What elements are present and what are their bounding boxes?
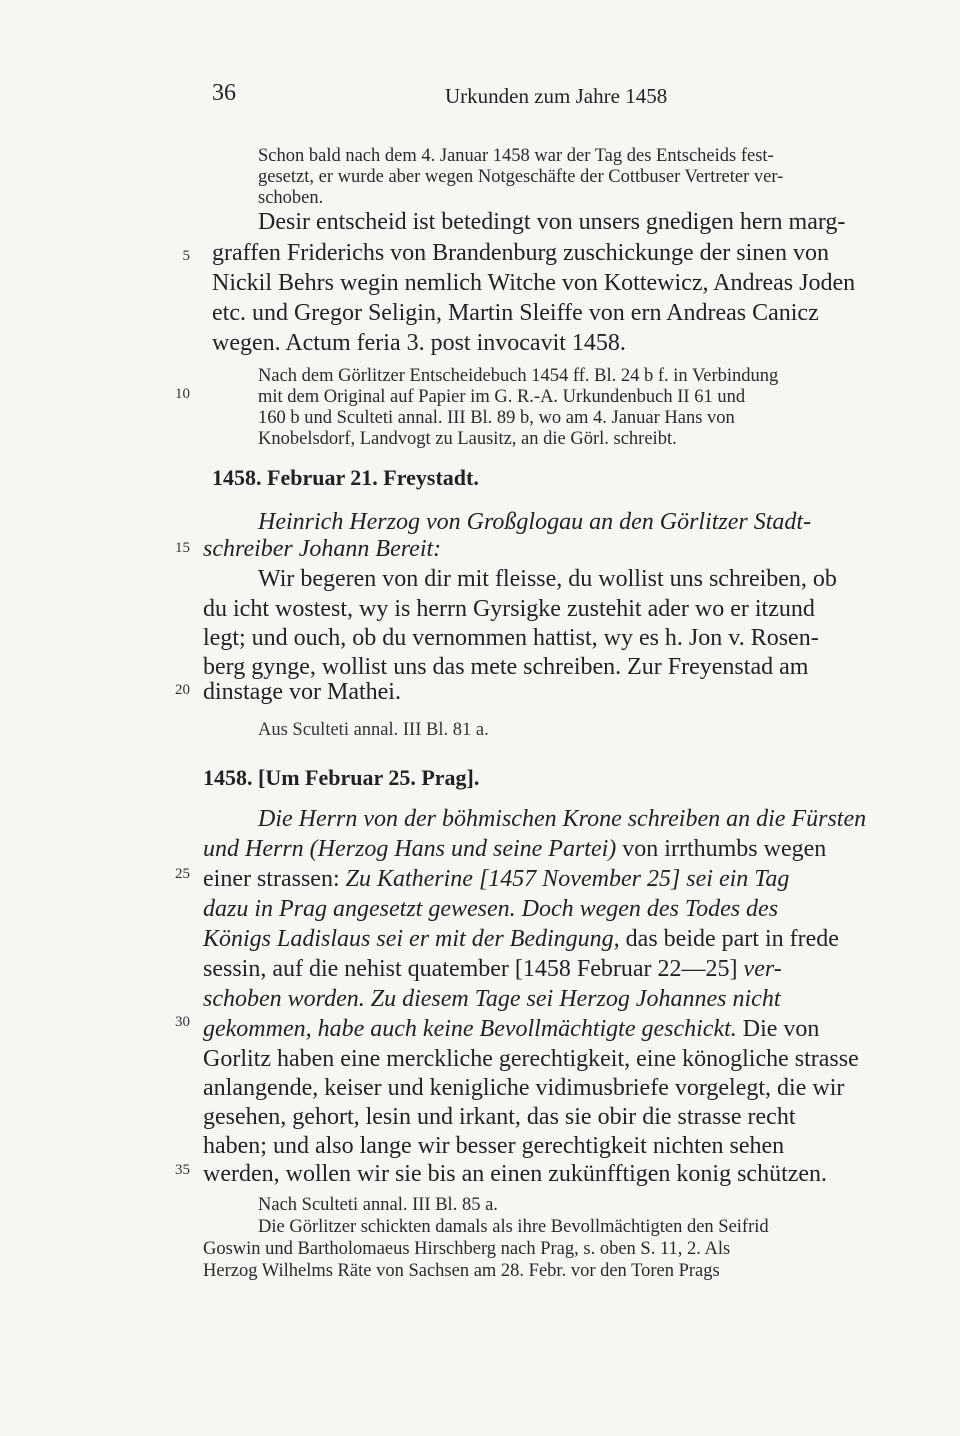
note-line: Herzog Wilhelms Räte von Sachsen am 28. Febr. vor den Toren Prags (203, 1261, 720, 1281)
note-line: Nach Sculteti annal. III Bl. 85 a. (258, 1195, 498, 1215)
line-number: 15 (175, 540, 190, 556)
roman-segment: von irrthumbs wegen (616, 836, 827, 862)
note-line: Knobelsdorf, Landvogt zu Lausitz, an die Görl. schreibt. (258, 429, 677, 449)
line-number: 35 (175, 1162, 190, 1178)
text-line (203, 1044, 859, 1074)
text-line: wegen. Actum feria 3. post invocavit 1458. (212, 330, 626, 356)
text-line (203, 1131, 784, 1161)
regest-line: schreiber Johann Bereit: (203, 536, 442, 562)
entry-heading: 1458. Februar 21. Freystadt. (212, 465, 479, 490)
text-line (203, 984, 781, 1014)
note-line: Nach dem Görlitzer Entscheidebuch 1454 ff. Bl. 24 b f. in Verbindung (258, 366, 779, 386)
italic-segment: ver- (743, 956, 782, 982)
italic-segment: Zu Katherine [1457 November 25] sei ein Tag (345, 866, 790, 892)
note-line: 160 b und Sculteti annal. III Bl. 89 b, wo am 4. Januar Hans von (258, 408, 735, 428)
roman-segment: das beide part in frede (619, 926, 839, 952)
page-number: 36 (212, 80, 236, 106)
roman-segment: einer strassen: (203, 866, 346, 892)
italic-segment: Die Herrn von der böhmischen Krone schreiben an die Fürsten (258, 806, 867, 832)
text-line: du icht wostest, wy is herrn Gyrsigke zustehit ader wo er itzund (203, 596, 815, 622)
roman-segment: sessin, auf die nehist quatember [1458 Februar 22—25] (203, 956, 744, 982)
text-line: etc. und Gregor Seligin, Martin Sleiffe von ern Andreas Canicz (212, 300, 819, 326)
text-line (203, 1159, 827, 1189)
roman-segment: haben; und also lange wir besser gerechtigkeit nichten sehen (203, 1133, 785, 1159)
roman-segment: Die von (736, 1016, 820, 1042)
intro-note-line: gesetzt, er wurde aber wegen Notgeschäfte der Cottbuser Vertreter ver- (258, 167, 784, 187)
text-line: berg gynge, wollist uns das mete schreiben. Zur Freyenstad am (203, 654, 809, 680)
regest-line: Heinrich Herzog von Großglogau an den Görlitzer Stadt- (258, 509, 812, 535)
text-line: graffen Friderichs von Brandenburg zuschickunge der sinen von (212, 240, 829, 266)
roman-segment: Gorlitz haben eine merckliche gerechtigkeit, eine könogliche strasse (203, 1046, 859, 1072)
text-line (203, 954, 782, 984)
entry-heading: 1458. [Um Februar 25. Prag]. (203, 765, 480, 790)
italic-segment: und Herrn (Herzog Hans und seine Partei) (203, 836, 617, 862)
note-line: mit dem Original auf Papier im G. R.-A. Urkundenbuch II 61 und (258, 387, 746, 407)
italic-segment: Königs Ladislaus sei er mit der Bedingung, (203, 926, 620, 952)
italic-segment: schoben worden. Zu diesem Tage sei Herzog Johannes nicht (203, 986, 781, 1012)
text-line: Wir begeren von dir mit fleisse, du wollist uns schreiben, ob (258, 566, 837, 592)
text-line (258, 804, 866, 834)
text-line (203, 834, 826, 864)
text-line (203, 1102, 796, 1132)
italic-segment: gekommen, habe auch keine Bevollmächtigte geschickt. (203, 1016, 737, 1042)
line-number: 20 (175, 682, 190, 698)
running-title: Urkunden zum Jahre 1458 (445, 84, 668, 108)
line-number: 25 (175, 866, 190, 882)
line-number: 30 (175, 1014, 190, 1030)
intro-note-line: Schon bald nach dem 4. Januar 1458 war der Tag des Entscheids fest- (258, 146, 774, 166)
text-line (203, 924, 839, 954)
text-line: legt; und ouch, ob du vernommen hattist, wy es h. Jon v. Rosen- (203, 625, 819, 651)
line-number: 10 (175, 386, 190, 402)
intro-note-line: schoben. (258, 188, 324, 208)
roman-segment: werden, wollen wir sie bis an einen zukünfftigen konig schützen. (203, 1161, 828, 1187)
text-line: Desir entscheid ist betedingt von unsers gnedigen hern marg- (258, 209, 846, 235)
text-line (203, 1073, 844, 1103)
note-line: Goswin und Bartholomaeus Hirschberg nach Prag, s. oben S. 11, 2. Als (203, 1239, 731, 1259)
text-line: Nickil Behrs wegin nemlich Witche von Kottewicz, Andreas Joden (212, 270, 856, 296)
text-line (203, 894, 778, 924)
roman-segment: gesehen, gehort, lesin und irkant, das sie obir die strasse recht (203, 1104, 796, 1130)
line-number: 5 (182, 248, 190, 264)
text-line: dinstage vor Mathei. (203, 679, 401, 705)
text-line (203, 1014, 819, 1044)
roman-segment: anlangende, keiser und kenigliche vidimusbriefe vorgelegt, die wir (203, 1075, 845, 1101)
italic-segment: dazu in Prag angesetzt gewesen. Doch wegen des Todes des (203, 896, 779, 922)
note-line: Die Görlitzer schickten damals als ihre Bevollmächtigten den Seifrid (258, 1217, 769, 1237)
source-citation: Aus Sculteti annal. III Bl. 81 a. (258, 720, 489, 740)
text-line (203, 864, 789, 894)
